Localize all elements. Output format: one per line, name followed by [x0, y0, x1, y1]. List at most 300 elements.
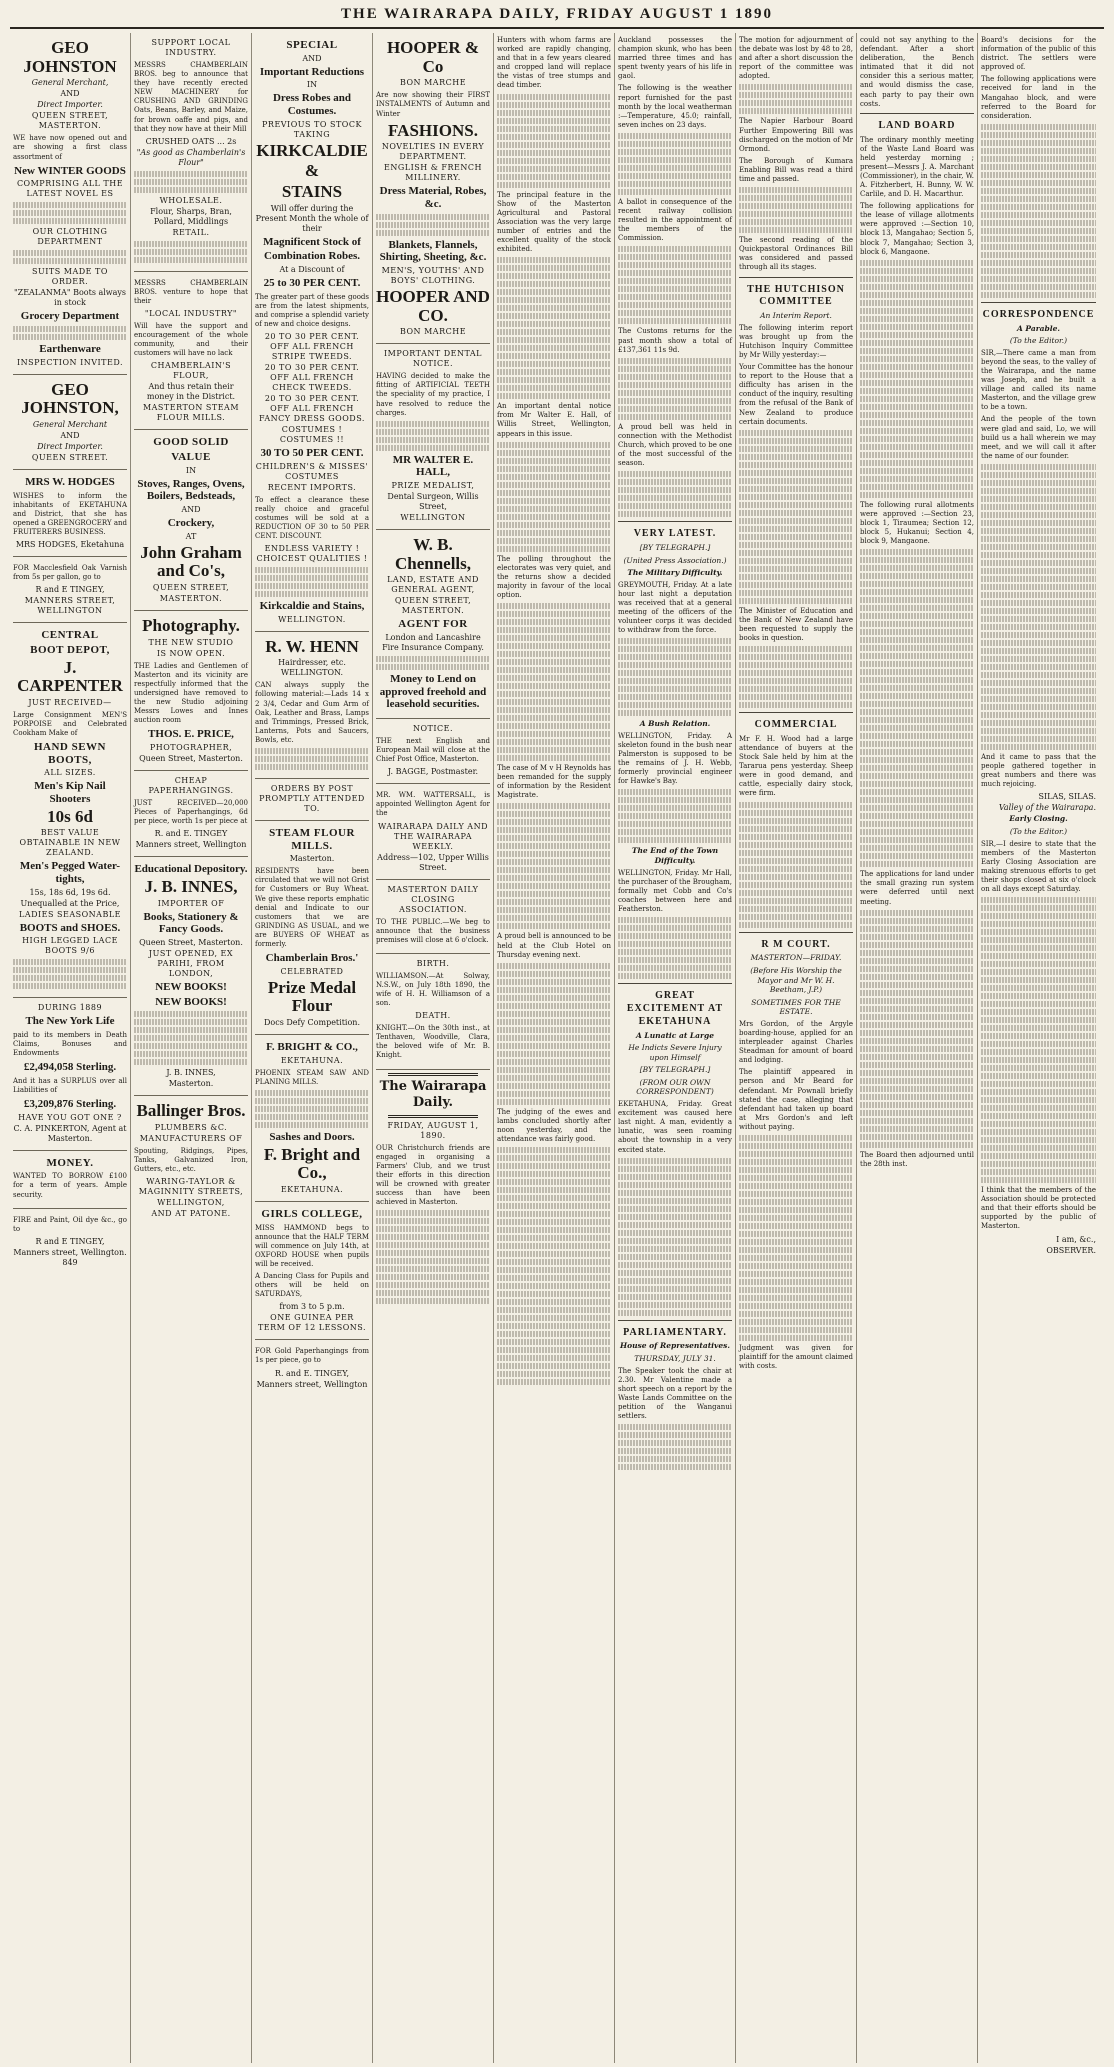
divider — [981, 302, 1096, 303]
signature: I am, &c., — [1056, 1234, 1096, 1244]
ad-ladies: LADIES SEASONABLE — [19, 909, 121, 919]
ad-signature: J. B. INNES, — [166, 1068, 216, 1078]
text-block — [981, 124, 1096, 298]
ad-open: IS NOW OPEN. — [156, 648, 226, 658]
ad-local: "LOCAL INDUSTRY" — [144, 309, 238, 319]
ad-important: Important Reductions — [259, 65, 365, 78]
article-paragraph: The following interim report was brought up from the Hutchison Inquiry Committee by Mr Willy yesterday:— — [739, 323, 853, 359]
ad-geo-johnston — [13, 33, 127, 375]
section-subheading: House of Representatives. — [619, 1341, 730, 1351]
text-block — [739, 430, 853, 604]
ad-studio: THE NEW STUDIO — [148, 637, 234, 647]
section-subheading: MASTERTON—FRIDAY. — [750, 953, 842, 963]
ad-name: The New York Life — [25, 1015, 115, 1028]
ad-kip: Men's Kip Nail Shooters — [34, 780, 106, 806]
ad-blankets: Blankets, Flannels, Shirting, Sheeting, &c. — [379, 238, 487, 264]
section-telegraph: [BY TELEGRAPH.] — [639, 1065, 711, 1075]
ad-mills: MASTERTON STEAM FLOUR MILLS. — [142, 403, 240, 423]
ad-local-industry — [134, 33, 248, 272]
ad-name: R and E TINGEY, — [35, 1236, 105, 1246]
section-heading: R M COURT. — [761, 938, 831, 950]
ad-role-2: Direct Importer. — [37, 441, 103, 451]
ad-title: NOTICE. — [412, 723, 454, 733]
ad-money — [13, 1151, 127, 1209]
ad-name: Ballinger Bros. — [136, 1101, 246, 1121]
ad-sashes: Sashes and Doors. — [269, 1130, 355, 1143]
text-block — [497, 257, 611, 399]
article-paragraph: And the people of the town were glad and said, Lo, we will build us a hall wherein we may meet, and we will call it after the name of our founder. — [981, 415, 1096, 460]
ad-off-1: 20 TO 30 PER CENT. OFF ALL FRENCH STRIPE TWEEDS. — [264, 331, 360, 361]
article-paragraph: The Napier Harbour Board Further Empowering Bill was discharged on the motion of Mr Ormond. — [739, 117, 853, 153]
ad-title: MONEY. — [46, 1156, 94, 1169]
ad-special: SPECIAL — [286, 39, 338, 51]
ad-clothing: MEN'S, YOUTHS' AND BOYS' CLOTHING. — [381, 265, 485, 285]
ad-text: HAVING decided to make the fitting of ARTIFICIAL TEETH the speciality of my practice, I have resolved to reduce the charges. — [376, 372, 490, 417]
ad-street: QUEEN STREET. — [31, 452, 109, 462]
ad-text: MESSRS CHAMBERLAIN BROS. beg to announce that they have recently erected NEW MACHINERY for CRUSHING AND GRINDING Oats, Beans, Barley, and Maize, for brown oaffe and pigs, and that they now have at their Mill — [134, 61, 248, 133]
section-civil: SOMETIMES FOR THE ESTATE. — [751, 997, 841, 1017]
ad-suits: SUITS MADE TO ORDER. — [32, 267, 108, 287]
ad-endless: ENDLESS VARIETY ! CHOICEST QUALITIES ! — [256, 544, 368, 564]
text-block — [134, 171, 248, 193]
ad-dress: Dress Robes and Costumes. — [272, 92, 352, 117]
ad-mfr: MANUFACTURERS OF — [139, 1133, 243, 1143]
ad-title: MRS W. HODGES — [25, 475, 115, 488]
divider — [860, 113, 974, 114]
text-block — [13, 959, 127, 989]
article-paragraph: The applications for land under the small grazing run system were deferred until next meeting. — [860, 870, 974, 906]
section-subheading: An Interim Report. — [760, 311, 832, 321]
text-block — [739, 802, 853, 928]
ad-have: HAVE YOU GOT ONE ? — [18, 1112, 122, 1122]
text-block — [497, 603, 611, 761]
column-5 — [494, 33, 615, 2063]
ad-title: Educational Depository. — [134, 863, 248, 876]
text-block — [618, 638, 732, 716]
ad-name: J. CARPENTER — [17, 657, 123, 696]
ad-pegged-price: 15s, 18s 6d, 19s 6d. — [29, 887, 111, 897]
ad-role: LAND, ESTATE AND GENERAL AGENT, — [387, 575, 479, 595]
ad-earthenware: Earthenware — [39, 342, 101, 355]
editorial-text: OUR Christchurch friends are engaged in organising a Farmers' Club, and we trust their efforts in this direction will be crowned with greater success than have been achieved in Masterton. — [376, 1143, 490, 1207]
text-block — [860, 910, 974, 1148]
ad-tingey-gold — [255, 1340, 369, 1395]
ad-steam-flour — [255, 821, 369, 1035]
ad-text: WE have now opened out and are showing a first class assortment of — [13, 134, 127, 161]
ad-prize: Prize Medal Flour — [267, 977, 357, 1016]
section-subheading: A Parable. — [1016, 323, 1060, 333]
ad-during: DURING 1889 — [37, 1003, 103, 1013]
ad-defy: Docs Defy Competition. — [264, 1018, 360, 1028]
ad-crockery: Crockery, — [167, 516, 215, 529]
ad-crushed: CRUSHED OATS ... 2s — [145, 136, 237, 146]
ad-name: R. and E. TINGEY, — [274, 1368, 350, 1378]
text-block — [13, 326, 127, 340]
text-block — [618, 917, 732, 979]
section-heading: GREAT EXCITEMENT AT EKETAHUNA — [626, 990, 724, 1027]
article-paragraph: The second reading of the Quickpastoral Ordinances Bill was considered and passed through all its stages. — [739, 236, 853, 272]
ad-name-2: F. Bright and Co., — [263, 1144, 361, 1183]
ad-opened: JUST OPENED, EX PARIHI, FROM LONDON, — [148, 948, 234, 978]
ad-innes — [134, 857, 248, 1096]
ad-recent: RECENT IMPORTS. — [267, 482, 357, 492]
ad-name: R. W. HENN — [265, 636, 359, 656]
ad-signature: MRS HODGES, Eketahuna — [15, 540, 125, 550]
text-block — [376, 214, 490, 236]
ad-girls-college — [255, 1202, 369, 1340]
ad-new-york-life — [13, 998, 127, 1150]
ad-chennells — [376, 530, 490, 719]
ad-name-3: Kirkcaldie and Stains, — [259, 600, 365, 613]
section-subheading: A Lunatic at Large — [636, 1030, 714, 1040]
ad-retail: RETAIL. — [172, 227, 210, 237]
ad-high-legged: HIGH LEGGED LACE BOOTS 9/6 — [22, 936, 118, 956]
section-heading: VERY LATEST. — [633, 528, 717, 540]
text-block — [618, 789, 732, 843]
ad-text: THE Ladies and Gentlemen of Masterton and its vicinity are respectfully informed that the undersigned have removed to the new Studio adjoining Messrs Lowes and Innes auction room — [134, 661, 248, 725]
ad-title: GOOD SOLID — [153, 436, 229, 449]
text-block — [13, 202, 127, 224]
article-paragraph: A proud bell was held in connection with the Methodist Church, which proved to be one of the most successful of the season. — [618, 422, 732, 468]
divider — [618, 983, 732, 984]
ad-john-graham — [134, 430, 248, 611]
text-block — [618, 1424, 732, 1470]
ad-and: AND — [181, 504, 201, 514]
ad-pct-2: 30 TO 50 PER CENT. — [260, 446, 364, 459]
ad-death-text: KNIGHT.—On the 30th inst., at Tenthaven, Woodville, Clara, the beloved wife of Mr. B. Knight. — [376, 1024, 490, 1060]
section-from: (FROM OUR OWN CORRESPONDENT) — [636, 1077, 714, 1097]
article-paragraph: The polling throughout the electorates was very quiet, and the returns show a decided majority in favour of the local option. — [497, 554, 611, 599]
ad-town: Masterton. — [289, 854, 335, 864]
text-block — [618, 471, 732, 517]
ad-wholesale: WHOLESALE. — [159, 195, 223, 205]
ad-street: Queen Street, Masterton. — [139, 753, 243, 763]
text-block — [497, 963, 611, 1105]
ad-role: PLUMBERS &C. — [154, 1122, 228, 1132]
ad-henn — [255, 632, 369, 779]
ad-place-2: BON MARCHE — [399, 327, 467, 337]
text-block — [497, 442, 611, 552]
divider — [739, 932, 853, 933]
ad-combination: Combination Robes. — [264, 250, 360, 263]
ad-text-2: And it has a SURPLUS over all Liabilities of — [13, 1076, 127, 1095]
ad-new: NEW BOOKS! — [155, 980, 227, 993]
ad-fashions: FASHIONS. — [388, 120, 478, 140]
article-paragraph: The judging of the ewes and lambs concluded shortly after noon yesterday, and the attendance was fairly good. — [497, 1107, 611, 1143]
section-agency: (United Press Association.) — [623, 555, 727, 565]
ad-name: F. BRIGHT & CO., — [266, 1041, 358, 1054]
article-paragraph: Hunters with whom farms are worked are rapidly changing, and that in a few years cleared and cropped land will replace the vistas of tree stumps and dead timber. — [497, 36, 611, 90]
text-block — [13, 250, 127, 264]
ad-text-2: Will have the support and encouragement of the whole community, and their customers will have no lack — [134, 322, 248, 358]
article-paragraph: The following applications for the lease of village allotments were approved :—Section 10, block 13, Mangahao; Section 5, block 7, Mangahao; Section 3, block 6, Mangaone. — [860, 202, 974, 256]
ad-fee: ONE GUINEA PER TERM OF 12 LESSONS. — [257, 1313, 367, 1333]
ad-headline: New WINTER GOODS — [14, 164, 126, 177]
ad-unequalled: Unequalled at the Price, — [20, 898, 120, 908]
ad-celebrated: CELEBRATED — [280, 966, 344, 976]
ad-text: JUST RECEIVED—20,000 Pieces of Paperhangings, 6d per piece, worth 1s per piece at — [134, 798, 248, 826]
signature-place: Valley of the Wairarapa. — [998, 803, 1096, 813]
article-paragraph: The Board then adjourned until the 28th inst. — [860, 1150, 974, 1168]
ad-text: WISHES to inform the inhabitants of EKETAHUNA and District, that she has opened a GREENGROCERY and FRUITERERS BUSINESS. — [13, 491, 127, 536]
text-block — [376, 421, 490, 451]
ad-in: IN — [185, 465, 197, 475]
column-8 — [857, 33, 978, 2063]
ad-text: PHOENIX STEAM SAW AND PLANING MILLS. — [255, 1068, 369, 1086]
text-block — [618, 246, 732, 324]
ad-discount: At a Discount of — [279, 264, 345, 274]
text-block — [255, 1090, 369, 1128]
ad-text: TO THE PUBLIC.—We beg to announce that the business premises will close at 6 o'clock. — [376, 917, 490, 944]
ad-title: SUPPORT LOCAL INDUSTRY. — [151, 38, 231, 57]
ad-title: STEAM FLOUR MILLS. — [269, 827, 355, 852]
ad-previous: PREVIOUS TO STOCK TAKING — [262, 119, 362, 139]
ad-zealanma: "ZEALANMA" Boots always in stock — [13, 288, 127, 308]
ad-title: Photography. — [142, 615, 240, 635]
section-subheading: Early Closing. — [1009, 814, 1068, 824]
section-heading: CORRESPONDENCE — [982, 308, 1095, 320]
ad-agent: C. A. PINKERTON, Agent at Masterton. — [13, 1123, 127, 1143]
ad-inspection: INSPECTION INVITED. — [16, 357, 124, 367]
ad-title: CENTRAL — [41, 629, 99, 642]
signature: SILAS, SILAS. — [1038, 792, 1096, 802]
ad-received: JUST RECEIVED— — [28, 697, 112, 707]
text-block — [497, 1147, 611, 1385]
ad-street: QUEEN STREET, — [152, 582, 230, 592]
ad-novelties: NOVELTIES IN EVERY DEPARTMENT. — [381, 142, 485, 162]
section-heading: COMMERCIAL — [754, 719, 838, 731]
ad-off-2: 20 TO 30 PER CENT. OFF ALL FRENCH CHECK TWEEDS. — [264, 362, 360, 392]
ad-place: Manners street, Wellington — [256, 1379, 368, 1389]
column-3 — [252, 33, 373, 2063]
ad-paper: WAIRARAPA DAILY AND THE WAIRARAPA WEEKLY. — [378, 821, 488, 851]
ad-dental — [376, 344, 490, 530]
column-9 — [978, 33, 1099, 2063]
ad-money: Money to Lend on approved freehold and leasehold securities. — [379, 673, 487, 711]
article-paragraph: Mrs Gordon, of the Argyle boarding-house, applied for an interpleader against Charles Steadman for amount of board and lodging. — [739, 1019, 853, 1065]
ad-role: PRIZE MEDALIST, — [391, 481, 475, 491]
text-block — [860, 549, 974, 867]
article-paragraph: A ballot in consequence of the recent railway collision resulted in the appointment of the members of the Commission. — [618, 197, 732, 243]
ad-mrs-hodges — [13, 470, 127, 557]
ad-tingey-varnish — [13, 557, 127, 623]
ad-books: Books, Stationery & Fancy Goods. — [143, 910, 239, 936]
ad-title: GIRLS COLLEGE, — [261, 1208, 363, 1220]
ad-title-2: VALUE — [171, 451, 211, 464]
text-block — [134, 1011, 248, 1065]
ad-street: QUEEN STREET, MASTERTON. — [394, 596, 472, 616]
ad-signature: J. BAGGE, Postmaster. — [387, 767, 479, 777]
ad-amp: & — [304, 161, 320, 181]
text-block — [860, 260, 974, 498]
ad-recent-text: To effect a clearance these really choice and graceful costumes will be sold at a REDUCTION OF 30 to 50 PER CENT. DISCOUNT. — [255, 495, 369, 540]
article-heading: The End of the Town Difficulty. — [631, 846, 719, 866]
ad-place: BON MARCHE — [399, 78, 467, 88]
article-paragraph: The Borough of Kumara Enabling Bill was read a third time and passed. — [739, 156, 853, 184]
ad-amount-2: £3,209,876 Sterling. — [23, 1098, 117, 1111]
article-paragraph: The motion for adjournment of the debate was lost by 48 to 28, and after a short discussion the report of the committee was adopted. — [739, 36, 853, 81]
divider — [739, 712, 853, 713]
section-subheading-2: He Indicts Severe Injury upon Himself — [628, 1043, 722, 1062]
text-block — [618, 1158, 732, 1316]
column-7 — [736, 33, 857, 2063]
text-block — [739, 1135, 853, 1341]
ad-pct: 25 to 30 PER CENT. — [263, 276, 361, 289]
text-block — [255, 748, 369, 770]
ad-name: R and E TINGEY, — [35, 585, 105, 595]
article-paragraph: Your Committee has the honour to report to the House that a difficulty has arisen in the conduct of the inquiry, resulting from the refusal of the Bank of New Zealand to produce certain documents. — [739, 363, 853, 426]
article-paragraph: Mr F. H. Wood had a large attendance of buyers at the Stock Sale held by him at the Tararua pens yesterday. Sheep were in good demand, and cattle, especially dairy stock, were firm. — [739, 734, 853, 798]
ad-tingey-paint — [13, 1209, 127, 1274]
article-paragraph: And it came to pass that the people gathered together in great numbers and there was much rejoicing. — [981, 752, 1096, 789]
article-heading: A Bush Relation. — [639, 719, 711, 729]
ad-text-2: COMPRISING ALL THE LATEST NOVEL ES — [16, 179, 124, 199]
article-paragraph: The principal feature in the Show of the Masterton Agricultural and Pastoral Association was the very large number of entries and the excellent quality of the stock exhibited. — [497, 190, 611, 254]
ad-place: MANNERS STREET, WELLINGTON — [24, 596, 116, 616]
ad-text: MISS HAMMOND begs to announce that the HALF TERM will commence on July 14th, at OXFORD HOUSE when pupils will be received. — [255, 1223, 369, 1269]
ad-time: from 3 to 5 p.m. — [279, 1302, 345, 1312]
ad-grocery: Grocery Department — [20, 310, 120, 323]
article-paragraph: SIR,—I desire to state that the members of the Masterton Early Closing Association are making strenuous efforts to get their shops closed at six o'clock on all days except Saturday. — [981, 839, 1096, 893]
divider — [388, 1073, 478, 1076]
ad-name: MR WALTER E. HALL, — [392, 453, 474, 479]
ad-pegged: Men's Pegged Water-tights, — [19, 860, 121, 886]
ad-title: CHEAP PAPERHANGINGS. — [148, 775, 234, 795]
ad-town-2: EKETAHUNA. — [280, 1185, 344, 1194]
ad-birth-text: WILLIAMSON.—At Solway, N.S.W., on July 18th 1890, the wife of H. H. Williamson of a son. — [376, 971, 490, 1008]
page-masthead: THE WAIRARAPA DAILY, FRIDAY AUGUST 1 1890 — [10, 6, 1104, 29]
ad-town: WELLINGTON — [400, 513, 466, 523]
divider — [739, 277, 853, 278]
article-paragraph: The Customs returns for the past month show a total of £137,361 11s 9d. — [618, 327, 732, 354]
text-block — [739, 646, 853, 708]
text-block — [497, 803, 611, 929]
section-heading: THE HUTCHISON COMMITTEE — [747, 283, 845, 308]
signature-name: OBSERVER. — [1046, 1245, 1096, 1255]
text-block — [376, 1210, 490, 1304]
article-paragraph: I think that the members of the Association should be protected and that their efforts should be supported by the public of Masterton. — [981, 1186, 1096, 1231]
ad-town: WELLINGTON. — [278, 614, 346, 624]
column-4 — [373, 33, 494, 2063]
ad-text: WANTED TO BORROW £100 for a term of years. Ample security. — [13, 1172, 127, 1199]
text-block — [739, 187, 853, 233]
text-block — [255, 567, 369, 597]
ad-dancing: A Dancing Class for Pupils and others will be held on SATURDAYS, — [255, 1272, 369, 1299]
ad-water: WARING-TAYLOR & MAGINNITY STREETS, — [138, 1177, 244, 1197]
column-1 — [10, 33, 131, 2063]
ad-role: Hairdresser, etc. WELLINGTON. — [278, 658, 346, 678]
ad-address: Address—102, Upper Willis Street. — [377, 852, 489, 872]
ad-place: Manners street, Wellington. 849 — [13, 1247, 127, 1267]
ad-best: BEST VALUE OBTAINABLE IN NEW ZEALAND. — [19, 828, 121, 858]
ad-clothing: OUR CLOTHING DEPARTMENT — [32, 227, 108, 247]
ad-at: AT — [185, 531, 197, 541]
ad-text: MESSRS CHAMBERLAIN BROS. venture to hope that their — [134, 278, 248, 305]
article-paragraph: The following applications were received for land in the Mangahao block, and were referred to the Board for consideration. — [981, 75, 1096, 120]
article-paragraph: An important dental notice from Mr Walter E. Hall, of Willis Street, Wellington, appears in this issue. — [497, 402, 611, 438]
ad-town: EKETAHUNA. — [280, 1055, 344, 1065]
ad-birth-death — [376, 954, 490, 1070]
ad-magnificent: Magnificent Stock of — [263, 235, 361, 248]
ad-dress: Dress Material, Robes, &c. — [379, 185, 487, 210]
article-paragraph: Auckland possesses the champion skunk, who has been married three times and has spent twenty years of his life in gaol. — [618, 36, 732, 81]
ad-name: R. and E. TINGEY — [154, 829, 228, 839]
ad-patent: AND AT PATONE. — [151, 1209, 231, 1219]
ad-millinery: ENGLISH & FRENCH MILLINERY. — [384, 163, 482, 183]
text-block — [376, 656, 490, 670]
ad-name: W. B. Chennells, — [394, 535, 472, 573]
ad-wattersall — [376, 784, 490, 879]
ad-ballinger — [134, 1096, 248, 1225]
ad-will: Will offer during the Present Month the whole of their — [255, 203, 369, 233]
ad-text: FOR Gold Paperhangings from 1s per piece, go to — [255, 1347, 369, 1365]
ad-role-2: Direct Importer. — [37, 100, 103, 110]
ad-town: MASTERTON. — [159, 593, 223, 603]
ad-title: GEO JOHNSTON — [23, 38, 117, 76]
ad-role: General Merchant, — [31, 78, 109, 88]
ad-street: Dental Surgeon, Willis Street, — [387, 492, 479, 512]
ad-quote: "As good as Chamberlain's Flour" — [136, 147, 246, 167]
article-paragraph: WELLINGTON, Friday. A skeleton found in the bush near Palmerston is supposed to be the remains of J. H. Webb, formerly provincial engineer for Hawke's Bay. — [618, 731, 732, 786]
ad-chamberlain — [134, 272, 248, 431]
section-date: THURSDAY, JULY 31. — [634, 1354, 716, 1364]
ad-title: IMPORTANT DENTAL NOTICE. — [384, 349, 482, 369]
text-block — [134, 241, 248, 263]
ad-text: FOR Macclesfield Oak Varnish from 5s per gallon, go to — [13, 564, 127, 582]
ad-off-3: 20 TO 30 PER CENT. OFF ALL FRENCH FANCY DRESS GOODS. — [259, 393, 365, 423]
ad-text: RESIDENTS have been circulated that we will not Grist for Customers or Buy Wheat. We give these reports emphatic denial and Indicate to our customers that we are GRINDING AS USUAL, and we are BUYERS OF WHEAT as formerly. — [255, 867, 369, 949]
ad-street: QUEEN STREET, MASTERTON. — [31, 111, 109, 131]
ad-text: THE next English and European Mail will close at the Chief Post Office, Masterton. — [376, 736, 490, 764]
ad-children: CHILDREN'S & MISSES' COSTUMES — [255, 461, 369, 481]
ad-agent: AGENT FOR — [398, 618, 468, 631]
ad-greater: The greater part of these goods are from the latest shipments, and comprise a splendid variety of new and choice designs. — [255, 292, 369, 328]
article-paragraph: A proud bell is announced to be held at the Club Hotel on Thursday evening next. — [497, 932, 611, 959]
article-paragraph: The plaintiff appeared in person and Mr Beard for defendant. Mr Pownall briefly stated the case, alleging that defendant had taken up board at Mrs Gordon's and left without paying. — [739, 1068, 853, 1131]
columns — [10, 33, 1104, 2063]
ad-and: AND — [60, 430, 80, 440]
ad-in: IN — [306, 80, 318, 90]
ad-name-2: HOOPER AND CO. — [376, 286, 490, 325]
ad-sizes: ALL SIZES. — [44, 768, 96, 778]
ad-role: IMPORTER OF — [157, 898, 225, 908]
ad-orders — [255, 779, 369, 821]
ad-central-boot-depot — [13, 623, 127, 998]
ad-title-2: BOOT DEPOT, — [30, 643, 110, 656]
ad-and: AND — [60, 89, 80, 99]
section-before: (Before His Worship the Mayor and Mr W. H. Beetham, J.P.) — [750, 965, 842, 995]
ad-text: Large Consignment MEN'S PORPOISE and Celebrated Cookham Make of — [13, 710, 127, 738]
ad-town: WELLINGTON, — [157, 1198, 225, 1208]
article-paragraph: Judgment was given for plaintiff for the amount claimed with costs. — [739, 1344, 853, 1371]
ad-district: And thus retain their money in the District. — [146, 382, 236, 402]
ad-orders-text: ORDERS BY POST PROMPTLY ATTENDED TO. — [259, 784, 365, 814]
ad-and: AND — [302, 53, 322, 63]
ad-name: Chamberlain Bros.' — [265, 952, 359, 965]
ad-co: London and Lancashire Fire Insurance Company. — [382, 633, 484, 653]
ad-death: DEATH. — [415, 1011, 451, 1021]
article-paragraph: The Minister of Education and the Bank of New Zealand have been requested to supply the books in question. — [739, 606, 853, 642]
ad-geo-johnston-2 — [13, 375, 127, 470]
article-paragraph: The following rural allotments were approved :—Section 23, block 1, Tiraumea; Section 12, block 5, Hukanui; Section 4, block 9, Mangaone. — [860, 500, 974, 546]
ad-role: General Merchant — [32, 419, 108, 429]
divider — [388, 1115, 478, 1118]
ad-hand-sewn: HAND SEWN BOOTS, — [33, 741, 107, 766]
article-paragraph: could not say anything to the defendant. After a short deliberation, the Bench intimated that it did not consider this a serious matter, and would dismiss the case, each party to pay their own costs. — [860, 36, 974, 108]
ad-title: MASTERTON DAILY CLOSING ASSOCIATION. — [387, 884, 479, 914]
ad-hooper — [376, 33, 490, 344]
ad-text: FIRE and Paint, Oil dye &c., go to — [13, 1215, 127, 1233]
